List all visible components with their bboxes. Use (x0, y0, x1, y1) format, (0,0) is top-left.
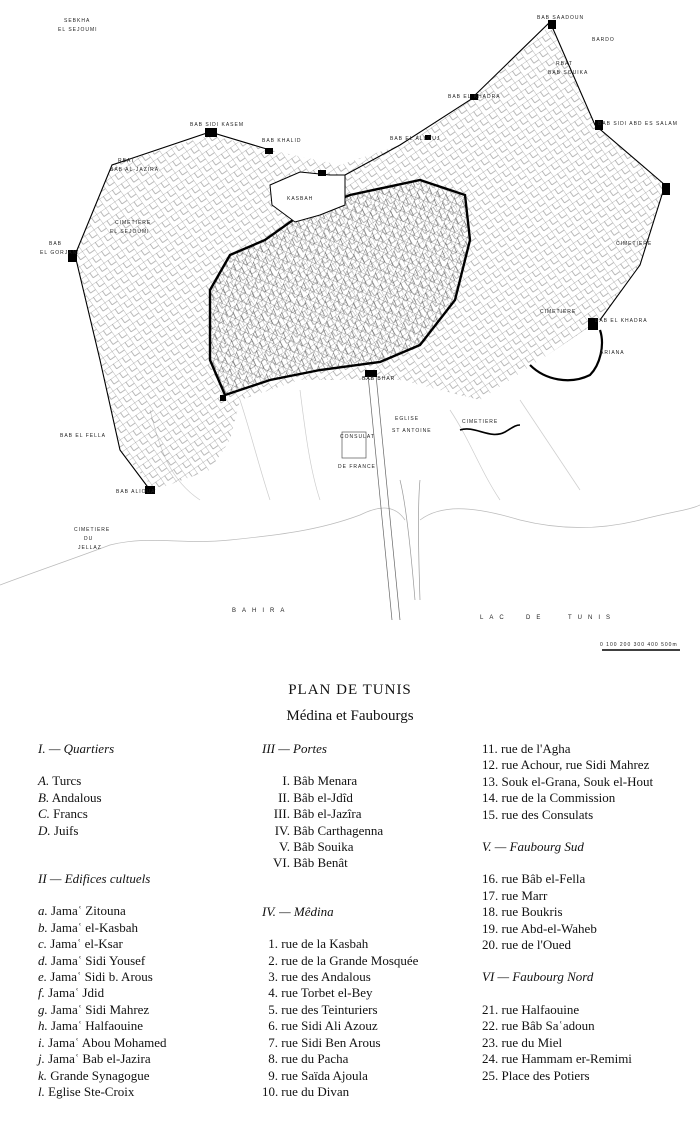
legend-item (38, 1051, 167, 1067)
legend-item (482, 904, 653, 920)
legend-item-text: Jamaʿ Sidi Yousef (51, 952, 146, 968)
legend-item-text: rue du Pacha (281, 1051, 349, 1067)
legend-item (482, 790, 653, 806)
legend-item (38, 903, 167, 919)
medina-list-part-1 (262, 936, 418, 1100)
legend-item-key: 17. (482, 887, 499, 903)
legend-item-text: Juifs (53, 822, 79, 838)
portes-list (262, 773, 418, 871)
legend-item-text: rue Saïda Ajoula (281, 1067, 368, 1083)
legend-item-text: Jamaʿ el-Ksar (50, 936, 123, 952)
legend-item-text: Bâb el-Jdîd (293, 789, 353, 805)
legend-item-text: rue Sidi Ben Arous (281, 1034, 381, 1050)
svg-text:JELLAZ: JELLAZ (78, 545, 102, 551)
legend-item-text: rue des Consulats (501, 806, 594, 822)
legend-item (38, 1068, 167, 1084)
legend-item-text: Andalous (51, 789, 102, 805)
legend-item-key: 18. (482, 904, 499, 920)
quartiers-list (38, 773, 167, 839)
legend-item (38, 790, 167, 806)
legend-item-text: Jamaʿ Bab el-Jazira (48, 1051, 151, 1067)
legend-item-text: rue Boukris (501, 904, 563, 920)
legend-item-text: Jamaʿ Halfaouine (51, 1018, 144, 1034)
legend-item-text: rue des Andalous (281, 969, 371, 985)
legend-item-key: D. (38, 822, 51, 838)
legend-item (262, 855, 418, 871)
svg-text:ARIANA: ARIANA (600, 350, 625, 356)
legend-item (38, 920, 167, 936)
legend-item-key: 3. (268, 969, 278, 985)
legend-item-key: 20. (482, 937, 499, 953)
legend-item-key: j. (38, 1051, 45, 1067)
svg-text:ST ANTOINE: ST ANTOINE (392, 428, 432, 434)
legend-item-key: IV. (274, 822, 290, 838)
svg-text:BAB AL-JAZIRA: BAB AL-JAZIRA (110, 167, 160, 173)
legend-item-key: 19. (482, 920, 499, 936)
legend-item-text: rue Torbet el-Bey (281, 985, 373, 1001)
legend-column-3 (482, 741, 653, 1084)
legend-item (38, 953, 167, 969)
legend-item-text: Francs (53, 806, 88, 822)
legend-item-key: C. (38, 806, 50, 822)
legend-item-key: i. (38, 1034, 45, 1050)
legend-item (482, 1002, 653, 1018)
svg-text:BAB ALIOUA: BAB ALIOUA (116, 489, 156, 495)
medina-list-part-2 (482, 741, 653, 823)
faubourg-nord-list (482, 1002, 653, 1084)
legend-item (38, 969, 167, 985)
legend-item-text: rue de la Commission (501, 790, 616, 806)
svg-text:CIMETIERE: CIMETIERE (115, 220, 152, 226)
legend-item (482, 1035, 653, 1051)
legend-item-key: 6. (268, 1018, 278, 1034)
legend-item-key: 23. (482, 1034, 499, 1050)
legend-item-text: rue du Miel (501, 1034, 563, 1050)
legend-item (262, 936, 418, 952)
svg-text:KASBAH: KASBAH (287, 196, 314, 202)
legend-item (262, 1051, 418, 1067)
legend-item-text: Grande Synagogue (50, 1067, 150, 1083)
legend-item-text: rue de la Grande Mosquée (281, 952, 419, 968)
legend-item-key: h. (38, 1018, 48, 1034)
legend-item (38, 823, 167, 839)
legend-item-text: Eglise Ste-Croix (48, 1083, 135, 1099)
legend-item-key: 9. (268, 1067, 278, 1083)
legend-item (38, 985, 167, 1001)
legend-item-key: VI. (273, 855, 290, 871)
svg-text:TUNIS: TUNIS (568, 615, 616, 621)
legend-item-text: rue Halfaouine (501, 1001, 580, 1017)
legend-item-text: rue Hammam er-Remimi (501, 1051, 632, 1067)
legend-item (482, 757, 653, 773)
legend-item-text: Souk el-Grana, Souk el-Hout (501, 773, 654, 789)
legend-item-text: Jamaʿ el-Kasbah (51, 919, 138, 935)
plan-subtitle: Médina et Faubourgs (286, 708, 414, 724)
legend-item-key: 13. (482, 773, 499, 789)
legend-item (482, 888, 653, 904)
lake-shoreline (0, 390, 700, 600)
svg-text:EL SEJOUMI: EL SEJOUMI (110, 229, 150, 235)
legend-item-key: 14. (482, 790, 499, 806)
legend-item (482, 1018, 653, 1034)
svg-text:BAB EL ALLOUJ: BAB EL ALLOUJ (390, 136, 441, 142)
legend-item-text: Bâb Benât (293, 855, 348, 871)
legend-item (262, 969, 418, 985)
svg-text:BAB EL KHADRA: BAB EL KHADRA (595, 318, 648, 324)
legend-item-key: 4. (268, 985, 278, 1001)
legend-item-key: II. (278, 789, 290, 805)
legend-item (262, 773, 418, 789)
section-heading-medina: IV. — Mêdina (262, 903, 334, 919)
svg-text:BAHIRA: BAHIRA (232, 608, 291, 614)
legend-item (262, 1068, 418, 1084)
legend-item (38, 1018, 167, 1034)
svg-text:RBAT: RBAT (118, 158, 135, 164)
legend-item (262, 953, 418, 969)
svg-text:DU: DU (84, 536, 94, 542)
legend-item (482, 1051, 653, 1067)
legend-item-text: rue Bâb Saʿadoun (501, 1018, 595, 1034)
legend-item-key: 25. (482, 1067, 499, 1083)
legend-item-key: e. (38, 969, 48, 985)
svg-text:BAB EL KHADRA: BAB EL KHADRA (448, 94, 501, 100)
legend-item (482, 807, 653, 823)
legend-item-key: 24. (482, 1051, 499, 1067)
legend-item-key: A. (38, 773, 50, 789)
svg-text:EL SEJOUMI: EL SEJOUMI (58, 27, 98, 33)
legend-item-key: a. (38, 903, 48, 919)
svg-text:CIMETIERE: CIMETIERE (616, 241, 653, 247)
scale-bar (600, 642, 680, 650)
legend-item (38, 1002, 167, 1018)
legend-item-key: B. (38, 789, 50, 805)
legend-item (262, 1035, 418, 1051)
legend-item (482, 871, 653, 887)
legend-item (482, 937, 653, 953)
svg-text:BAB SOUIKA: BAB SOUIKA (548, 70, 589, 76)
legend-item-text: rue Sidi Ali Azouz (281, 1018, 378, 1034)
legend-item-key: 1. (268, 936, 278, 952)
legend-item-key: l. (38, 1083, 45, 1099)
svg-text:BARDO: BARDO (592, 37, 615, 43)
svg-text:CONSULAT: CONSULAT (340, 434, 375, 440)
legend-item (262, 790, 418, 806)
legend-item-key: I. (282, 773, 290, 789)
legend-item-text: rue de l'Agha (501, 741, 571, 756)
legend-item (262, 1084, 418, 1100)
legend-item-text: Bâb Souika (293, 839, 354, 855)
legend-item (482, 774, 653, 790)
legend-item (262, 1018, 418, 1034)
svg-text:CIMETIERE: CIMETIERE (74, 527, 111, 533)
legend-item-text: rue Marr (501, 887, 548, 903)
legend-item-key: g. (38, 1001, 48, 1017)
svg-text:BAB: BAB (49, 241, 63, 247)
svg-text:BAB SAADOUN: BAB SAADOUN (537, 15, 585, 21)
edifices-list (38, 903, 167, 1100)
legend-item-key: 22. (482, 1018, 499, 1034)
svg-text:DE: DE (526, 615, 547, 621)
legend-item-text: Bâb Carthagenna (293, 822, 384, 838)
legend-item-text: Turcs (52, 773, 82, 789)
legend-column-2 (262, 741, 418, 1100)
legend-item-text: rue du Divan (281, 1083, 350, 1099)
legend-item (482, 921, 653, 937)
legend-item-key: 7. (268, 1034, 278, 1050)
legend-item-text: Bâb el-Jazîra (293, 806, 362, 822)
legend-item (262, 985, 418, 1001)
legend-item (262, 1002, 418, 1018)
svg-text:BAB SIDI ABD ES SALAM: BAB SIDI ABD ES SALAM (598, 121, 678, 127)
legend-item-key: 12. (482, 757, 499, 773)
section-heading-portes: III — Portes (262, 741, 327, 756)
legend-item (262, 806, 418, 822)
legend-item (482, 1068, 653, 1084)
legend-item (38, 806, 167, 822)
legend-item-text: rue Abd-el-Waheb (501, 920, 597, 936)
legend-item (38, 936, 167, 952)
legend-item-text: Place des Potiers (501, 1067, 590, 1083)
section-heading-faubourg-nord: VI — Faubourg Nord (482, 969, 594, 985)
svg-text:BAB BHAR: BAB BHAR (362, 376, 396, 382)
legend-item-key: III. (273, 806, 290, 822)
legend-item-key: 21. (482, 1001, 499, 1017)
svg-text:DE FRANCE: DE FRANCE (338, 464, 376, 470)
svg-text:LAC: LAC (480, 615, 510, 621)
legend-item-key: 5. (268, 1001, 278, 1017)
svg-text:BAB SIDI KASEM: BAB SIDI KASEM (190, 122, 245, 128)
legend-item-key: k. (38, 1067, 48, 1083)
svg-text:BAB EL FELLA: BAB EL FELLA (60, 433, 106, 439)
svg-text:CIMETIERE: CIMETIERE (540, 309, 577, 315)
legend-item-text: Jamaʿ Zitouna (51, 903, 126, 919)
section-heading-quartiers: I. — Quartiers (38, 741, 115, 756)
legend-item-key: V. (279, 839, 290, 855)
legend-item-key: 2. (268, 952, 278, 968)
legend-item-text: rue de la Kasbah (281, 936, 369, 952)
legend-item (38, 773, 167, 789)
legend-item-text: Jamaʿ Sidi Mahrez (51, 1001, 150, 1017)
svg-text:RBAT: RBAT (556, 61, 573, 67)
legend-item-key: b. (38, 919, 48, 935)
svg-text:CIMETIERE: CIMETIERE (462, 419, 499, 425)
section-heading-edifices: II — Edifices cultuels (38, 871, 151, 887)
faubourg-sud-list (482, 871, 653, 953)
legend-item-text: Jamaʿ Abou Mohamed (48, 1034, 167, 1050)
legend-item-text: Jamaʿ Jdid (48, 985, 105, 1001)
legend-column-1 (38, 741, 167, 1100)
svg-text:SEBKHA: SEBKHA (64, 18, 91, 24)
legend-item-key: d. (38, 952, 48, 968)
svg-text:BAB KHALID: BAB KHALID (262, 138, 302, 144)
section-heading-faubourg-sud: V. — Faubourg Sud (482, 839, 584, 855)
legend-item-key: 11. (482, 741, 498, 756)
cemetery-south-line (460, 425, 520, 434)
legend-item-key: 15. (482, 806, 499, 822)
legend-item (262, 839, 418, 855)
legend-item (38, 1035, 167, 1051)
legend-item (38, 1084, 167, 1100)
legend-item-text: rue des Teinturiers (281, 1001, 378, 1017)
legend-item-key: 10. (262, 1083, 279, 1099)
legend-item (262, 823, 418, 839)
svg-text:EGLISE: EGLISE (395, 416, 420, 422)
plan-title: PLAN DE TUNIS (288, 682, 412, 698)
legend-item-text: rue Achour, rue Sidi Mahrez (501, 757, 650, 773)
legend-item-text: rue Bâb el-Fella (501, 871, 586, 887)
legend-item-key: c. (38, 936, 48, 952)
legend-item-key: f. (38, 985, 45, 1001)
legend-item (482, 741, 653, 757)
legend-item-text: Jamaʿ Sidi b. Arous (50, 969, 153, 985)
legend-item-text: rue de l'Oued (501, 937, 571, 953)
svg-text:0 100 200 300 400 500m: 0 100 200 300 400 500m (600, 642, 678, 648)
avenue-de-la-marine (368, 375, 400, 620)
legend-item-key: 8. (268, 1051, 278, 1067)
legend-item-key: 16. (482, 871, 499, 887)
legend-item-text: Bâb Menara (293, 773, 358, 789)
svg-text:EL GORJANI: EL GORJANI (40, 250, 80, 256)
